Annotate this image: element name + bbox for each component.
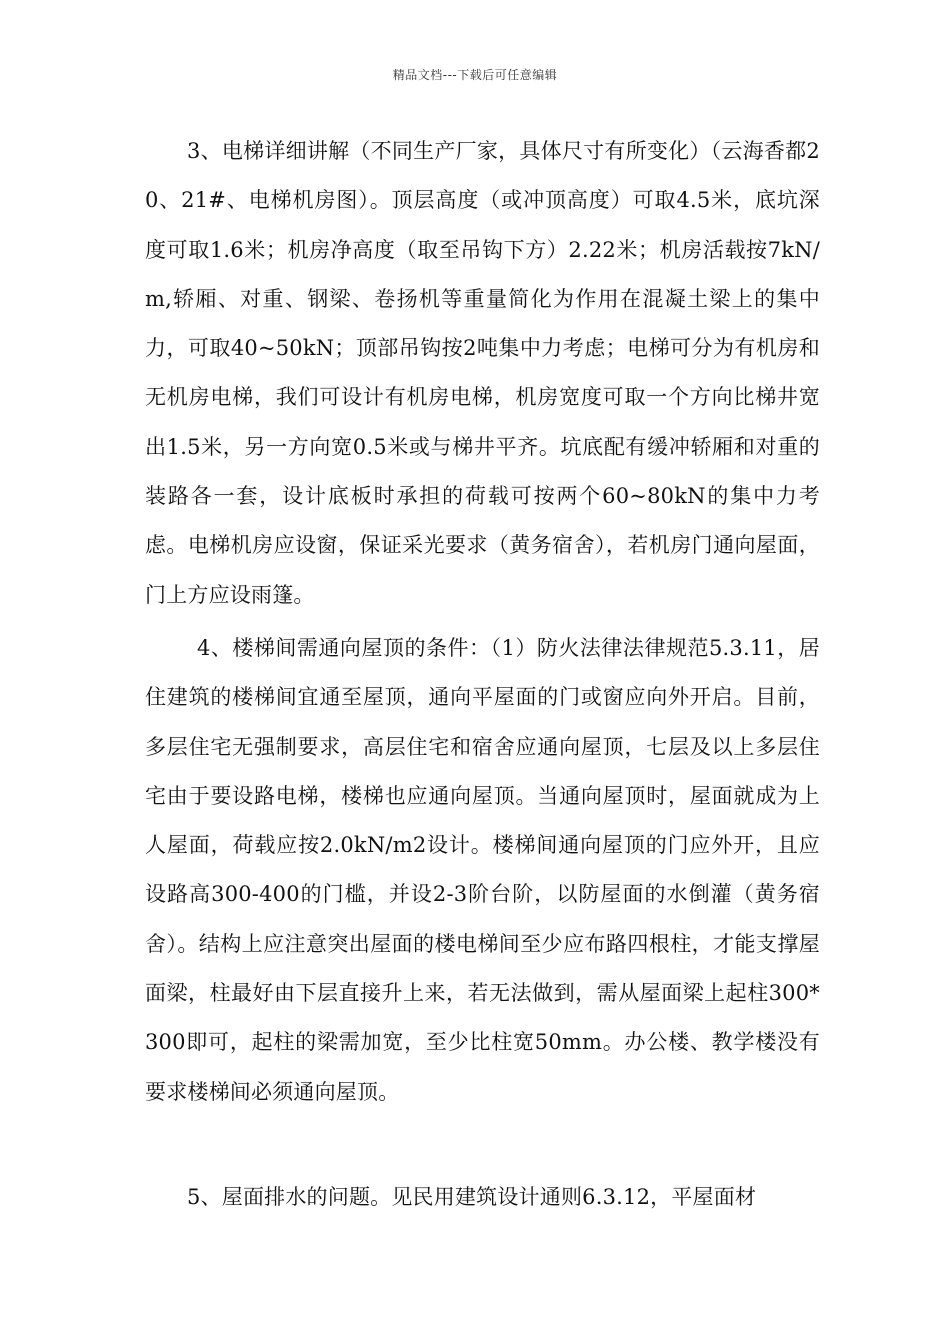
paragraph-stairwell-roof-access: 4、楼梯间需通向屋顶的条件：（1）防火法律法律规范5.3.11，居住建筑的楼梯间宜通至屋顶，通向平屋面的门或窗应向外开启。目前，多层住宅无强制要求，高层住宅和宿舍应通向屋顶，七层及以上多层住宅由于要设路电梯，楼梯也应通向屋顶。当通向屋顶时，屋面就成为上人屋面，荷载应按2.0kN/m2设计。楼梯间通向屋顶的门应外开，且应设路高300-400的门槛，并设2-3阶台阶，以防屋面的水倒灌（黄务宿舍）。结构上应注意突出屋面的楼电梯间至少应布路四根柱，才能支撑屋面梁，柱最好由下层直接升上来，若无法做到，需从屋面梁上起柱300*300即可，起柱的梁需加宽，至少比柱宽50mm。办公楼、教学楼没有要求楼梯间必须通向屋顶。	[145, 636, 820, 1104]
page-header: 精品文档---下载后可任意编辑	[392, 68, 558, 82]
paragraph-roof-drainage: 5、屋面排水的问题。见民用建筑设计通则6.3.12，平屋面材	[187, 1185, 757, 1209]
paragraph-elevator-details: 3、电梯详细讲解（不同生产厂家，具体尺寸有所变化）（云海香都20、21#、电梯机房图）。顶层高度（或冲顶高度）可取4.5米，底坑深度可取1.6米；机房净高度（取至吊钩下方）2.22米；机房活载按7kN/m,轿厢、对重、钢梁、卷扬机等重量简化为作用在混凝土梁上的集中力，可取40~50kN；顶部吊钩按2吨集中力考虑；电梯可分为有机房和无机房电梯，我们可设计有机房电梯，机房宽度可取一个方向比梯井宽出1.5米，另一方向宽0.5米或与梯井平齐。坑底配有缓冲轿厢和对重的装路各一套，设计底板时承担的荷载可按两个60~80kN的集中力考虑。电梯机房应设窗，保证采光要求（黄务宿舍），若机房门通向屋面，门上方应设雨篷。	[145, 139, 820, 607]
